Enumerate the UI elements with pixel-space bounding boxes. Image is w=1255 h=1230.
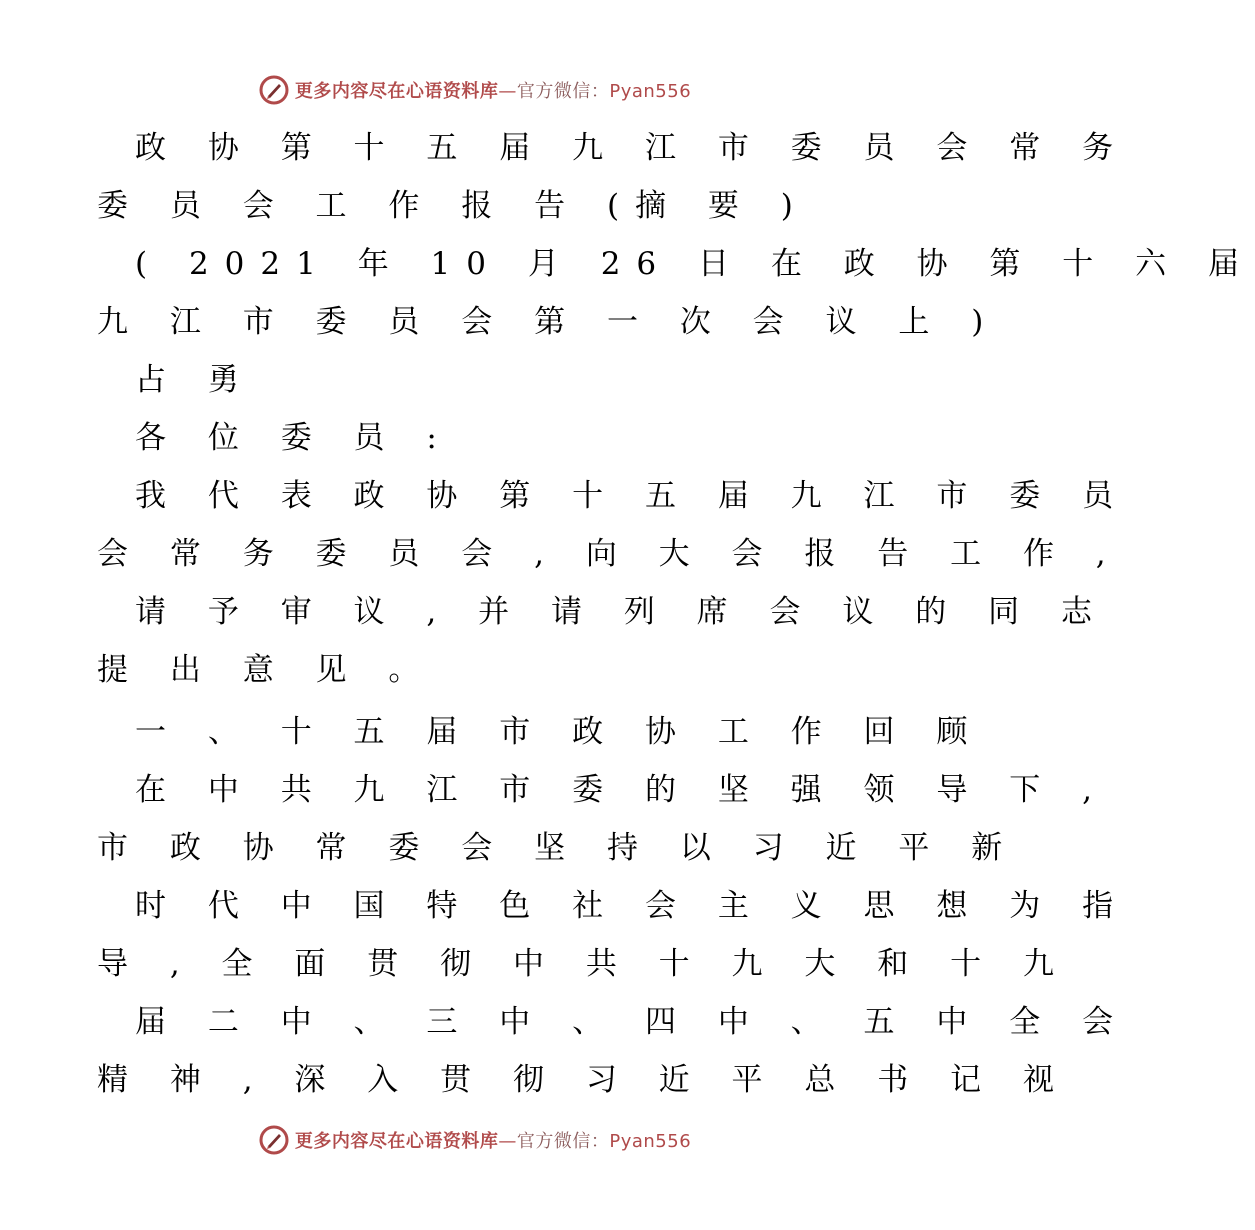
document-line: 委 员 会 工 作 报 告 (摘 要 ): [97, 188, 809, 224]
document-line: 政 协 第 十 五 届 九 江 市 委 员 会 常 务: [135, 130, 1130, 166]
watermark-text: [295, 1127, 691, 1153]
document-line: 请 予 审 议 , 并 请 列 席 会 议 的 同 志: [135, 594, 1108, 630]
document-line: 各 位 委 员 :: [135, 420, 453, 456]
document-line: 市 政 协 常 委 会 坚 持 以 习 近 平 新: [97, 830, 1019, 866]
watermark-dash: —: [498, 1131, 517, 1152]
document-line: 精 神 , 深 入 贯 彻 习 近 平 总 书 记 视: [97, 1062, 1070, 1098]
footer-watermark: [0, 1120, 950, 1160]
document-line: 会 常 务 委 员 会 , 向 大 会 报 告 工 作 ,: [97, 536, 1122, 572]
document-line: 导 , 全 面 贯 彻 中 共 十 九 大 和 十 九: [97, 946, 1070, 982]
section-heading: 一 、 十 五 届 市 政 协 工 作 回 顾: [135, 714, 984, 750]
document-line: 我 代 表 政 协 第 十 五 届 九 江 市 委 员: [135, 478, 1130, 514]
watermark-account: Pyan556: [609, 81, 692, 102]
header-watermark: [0, 70, 950, 110]
watermark-cn: 更多内容尽在心语资料库: [294, 1131, 499, 1152]
watermark-cn: 更多内容尽在心语资料库: [294, 81, 499, 102]
watermark-dash: —: [498, 81, 517, 102]
watermark-wx-label: 官方微信：: [516, 81, 610, 102]
document-line: 在 中 共 九 江 市 委 的 坚 强 领 导 下 ,: [135, 772, 1108, 808]
document-line: 九 江 市 委 员 会 第 一 次 会 议 上 ): [97, 304, 1000, 340]
document-line: 届 二 中 、 三 中 、 四 中 、 五 中 全 会: [135, 1004, 1130, 1040]
document-line: 占 勇: [135, 362, 255, 398]
document-line: 提 出 意 见 。: [97, 652, 436, 688]
document-line: 时 代 中 国 特 色 社 会 主 义 思 想 为 指: [135, 888, 1130, 924]
document-line: ( 2021 年 10 月 26 日 在 政 协 第 十 六 届: [135, 246, 1255, 282]
watermark-account: Pyan556: [609, 1131, 692, 1152]
pen-logo-icon: [259, 75, 289, 105]
watermark-text: [295, 77, 691, 103]
watermark-wx-label: 官方微信：: [516, 1131, 610, 1152]
pen-logo-icon: [259, 1125, 289, 1155]
